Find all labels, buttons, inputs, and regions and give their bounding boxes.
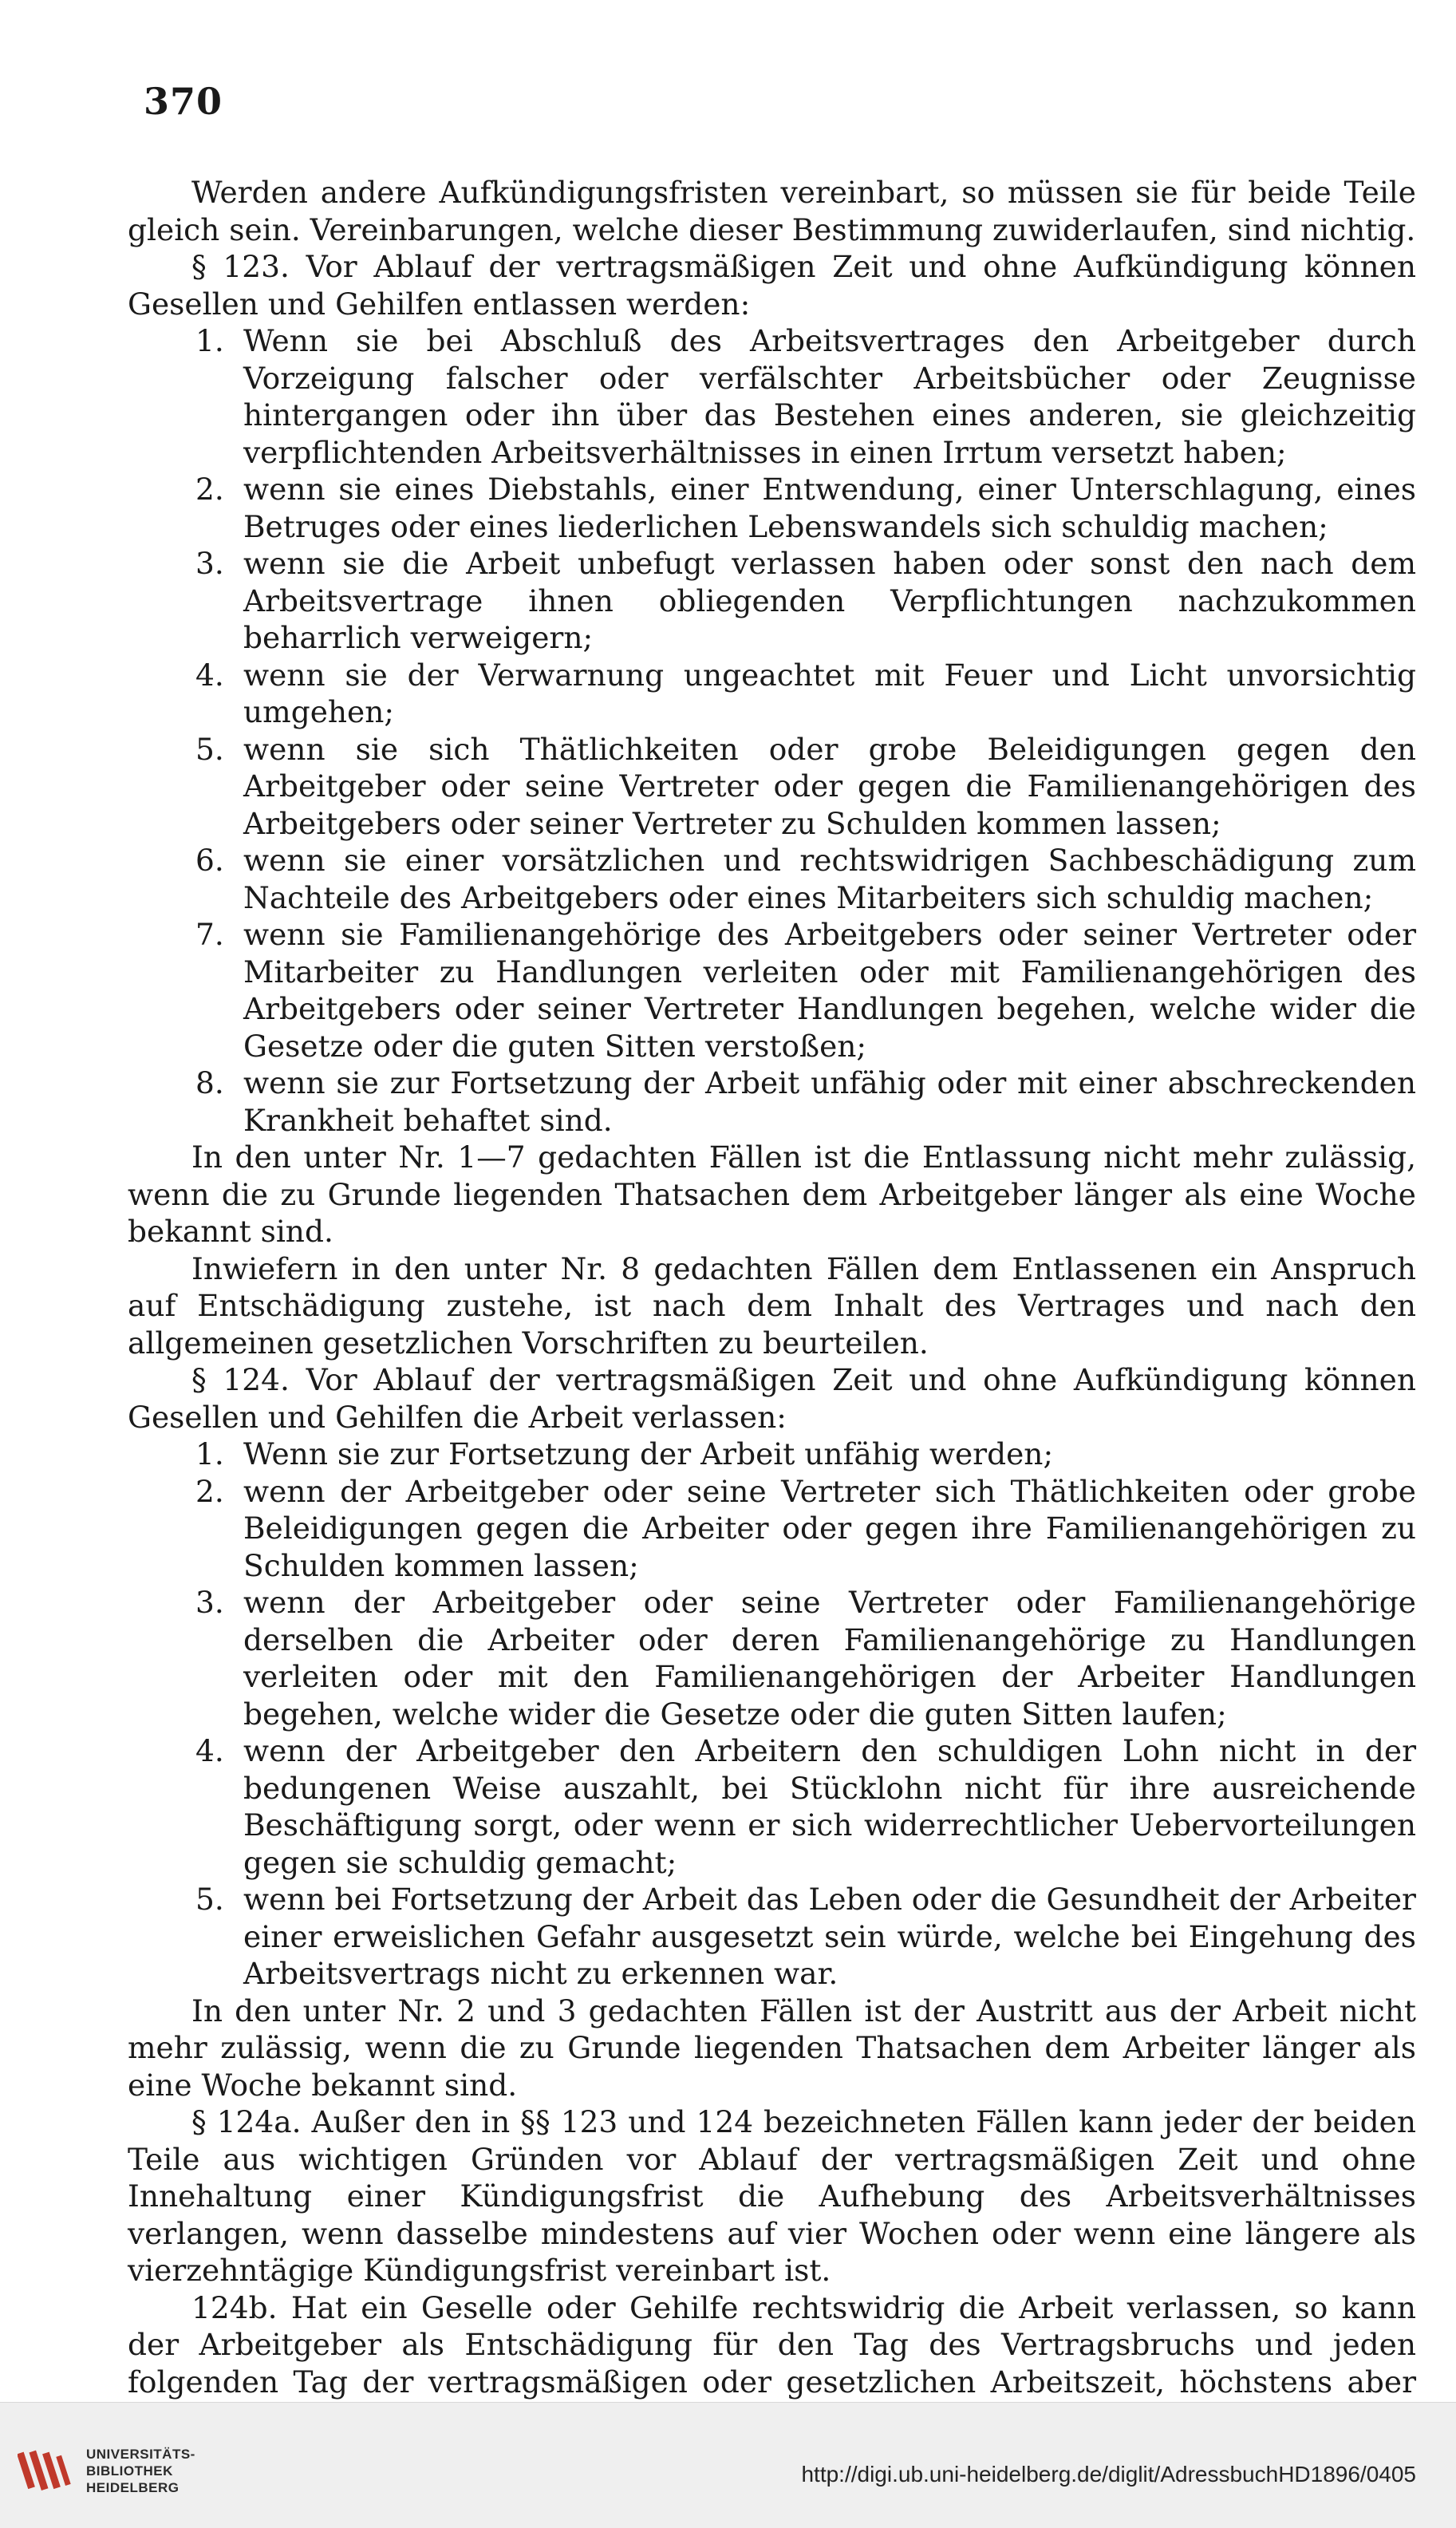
list-item	[128, 1473, 1416, 1585]
list-number: 1.	[195, 323, 224, 358]
list-number: 3.	[195, 1585, 224, 1620]
logo-line: UNIVERSITÄTS-	[86, 2447, 195, 2462]
list-item	[128, 916, 1416, 1065]
list-number: 7.	[195, 917, 224, 952]
list-text: wenn sie einer vorsätzlichen und rechtswidrigen Sachbeschädigung zum Nachteile des Arbeitgebers oder eines Mitarbeiters sich schuldig machen;	[243, 843, 1416, 915]
list-number: 2.	[195, 1473, 224, 1509]
list-text: wenn bei Fortsetzung der Arbeit das Leben oder die Gesundheit der Arbeiter einer erweislichen Gefahr ausgesetzt sein würde, welche bei Eingehung des Arbeitsvertrags nicht zu erkennen war.	[243, 1882, 1416, 1991]
section-124-paragraph-1: In den unter Nr. 2 und 3 gedachten Fällen ist der Austritt aus der Arbeit nicht mehr zulässig, wenn die zu Grunde liegenden Thatsachen dem Arbeiter länger als eine Woche bekannt sind.	[128, 1993, 1416, 2103]
section-123-list	[128, 322, 1416, 1139]
list-item	[128, 1436, 1416, 1473]
list-item	[128, 322, 1416, 471]
list-text: Wenn sie bei Abschluß des Arbeitsvertrages den Arbeitgeber durch Vorzeigung falscher oder verfälschter Arbeitsbücher oder Zeugnisse hintergangen oder ihn über das Bestehen eines anderen, sie gleichzeitig verpflichtenden Arbeitsverhältnisses in einen Irrtum versetzt haben;	[243, 323, 1416, 470]
list-number: 5.	[195, 731, 224, 767]
library-logo-icon	[18, 2444, 75, 2502]
list-number: 5.	[195, 1882, 224, 1917]
list-item	[128, 731, 1416, 843]
section-123-paragraph-2: Inwiefern in den unter Nr. 8 gedachten Fällen dem Entlassenen ein Anspruch auf Entschädigung zustehe, ist nach dem Inhalt des Vertrages und nach den allgemeinen gesetzlichen Vorschriften zu beurteilen.	[128, 1250, 1416, 1361]
list-item	[128, 1881, 1416, 1993]
list-number: 1.	[195, 1436, 224, 1471]
list-item	[128, 1584, 1416, 1732]
list-text: wenn der Arbeitgeber oder seine Vertreter oder Familienangehörige derselben die Arbeiter oder deren Familienangehörige zu Handlungen verleiten oder mit den Familienangehörigen der Arbeiter Handlungen begehen, welche wider die Gesetze oder die guten Sitten laufen;	[243, 1585, 1416, 1732]
list-text: wenn sie Familienangehörige des Arbeitgebers oder seiner Vertreter oder Mitarbeiter zu Handlungen verleiten oder mit Familienangehörigen des Arbeitgebers oder seiner Vertreter Handlungen begehen, welche wider die Gesetze oder die guten Sitten verstoßen;	[243, 917, 1416, 1064]
list-item	[128, 1732, 1416, 1881]
list-item	[128, 471, 1416, 545]
list-number: 3.	[195, 546, 224, 581]
page-text	[128, 174, 1416, 2438]
list-number: 4.	[195, 657, 224, 693]
section-123-heading: § 123. Vor Ablauf der vertragsmäßigen Zeit und ohne Aufkündigung können Gesellen und Gehilfen entlassen werden:	[128, 249, 1416, 322]
list-text: wenn sie die Arbeit unbefugt verlassen haben oder sonst den nach dem Arbeitsvertrage ihnen obliegenden Verpflichtungen nachzukommen beharrlich verweigern;	[243, 546, 1416, 655]
list-number: 2.	[195, 472, 224, 507]
footer-bar	[0, 2402, 1456, 2528]
section-124a-paragraph: § 124a. Außer den in §§ 123 und 124 bezeichneten Fällen kann jeder der beiden Teile aus wichtigen Gründen vor Ablauf der vertragsmäßigen Zeit und ohne Innehaltung einer Kündigungsfrist die Aufhebung des Arbeitsverhältnisses verlangen, wenn dasselbe mindestens auf vier Wochen oder wenn eine längere als vierzehntägige Kündigungsfrist vereinbart ist.	[128, 2104, 1416, 2288]
list-item	[128, 657, 1416, 731]
list-number: 8.	[195, 1065, 224, 1100]
list-number: 6.	[195, 843, 224, 878]
section-123-paragraph-1: In den unter Nr. 1—7 gedachten Fällen ist die Entlassung nicht mehr zulässig, wenn die zu Grunde liegenden Thatsachen dem Arbeitgeber länger als eine Woche bekannt sind.	[128, 1140, 1416, 1249]
section-124-list	[128, 1436, 1416, 1993]
source-url-link[interactable]: http://digi.ub.uni-heidelberg.de/diglit/AdressbuchHD1896/0405	[801, 2462, 1416, 2487]
list-number: 4.	[195, 1733, 224, 1768]
list-text: wenn sie zur Fortsetzung der Arbeit unfähig oder mit einer abschreckenden Krankheit behaftet sind.	[243, 1065, 1416, 1138]
page-number: 370	[144, 80, 223, 123]
list-text: wenn sie sich Thätlichkeiten oder grobe Beleidigungen gegen den Arbeitgeber oder seine Vertreter oder gegen die Familienangehörigen des Arbeitgebers oder seiner Vertreter zu Schulden kommen lassen;	[243, 731, 1416, 841]
library-logo-text	[86, 2446, 195, 2496]
list-text: Wenn sie zur Fortsetzung der Arbeit unfähig werden;	[243, 1436, 1054, 1471]
logo-line: HEIDELBERG	[86, 2480, 180, 2495]
section-124-heading: § 124. Vor Ablauf der vertragsmäßigen Zeit und ohne Aufkündigung können Gesellen und Gehilfen die Arbeit verlassen:	[128, 1362, 1416, 1435]
list-item	[128, 842, 1416, 916]
list-item	[128, 545, 1416, 657]
logo-line: BIBLIOTHEK	[86, 2463, 173, 2479]
list-item	[128, 1065, 1416, 1139]
section-124b-paragraph: 124b. Hat ein Geselle oder Gehilfe rechtswidrig die Arbeit verlassen, so kann der Arbeitgeber als Entschädigung für den Tag des Vertragsbruchs und jeden folgenden Tag der vertragsmäßigen oder gesetzlichen Arbeitszeit, höchstens aber	[128, 2289, 1416, 2400]
list-text: wenn der Arbeitgeber oder seine Vertreter sich Thätlichkeiten oder grobe Beleidigungen gegen die Arbeiter oder gegen ihre Familienangehörigen zu Schulden kommen lassen;	[243, 1473, 1416, 1583]
intro-paragraph: Werden andere Aufkündigungsfristen vereinbart, so müssen sie für beide Teile gleich sein. Vereinbarungen, welche dieser Bestimmung zuwiderlaufen, sind nichtig.	[128, 175, 1416, 247]
list-text: wenn sie der Verwarnung ungeachtet mit Feuer und Licht unvorsichtig umgehen;	[243, 657, 1416, 729]
list-text: wenn der Arbeitgeber den Arbeitern den schuldigen Lohn nicht in der bedungenen Weise auszahlt, bei Stücklohn nicht für ihre ausreichende Beschäftigung sorgt, oder wenn er sich widerrechtlicher Uebervorteilungen gegen sie schuldig gemacht;	[243, 1733, 1416, 1880]
list-text: wenn sie eines Diebstahls, einer Entwendung, einer Unterschlagung, eines Betruges oder eines liederlichen Lebenswandels sich schuldig machen;	[243, 472, 1416, 544]
